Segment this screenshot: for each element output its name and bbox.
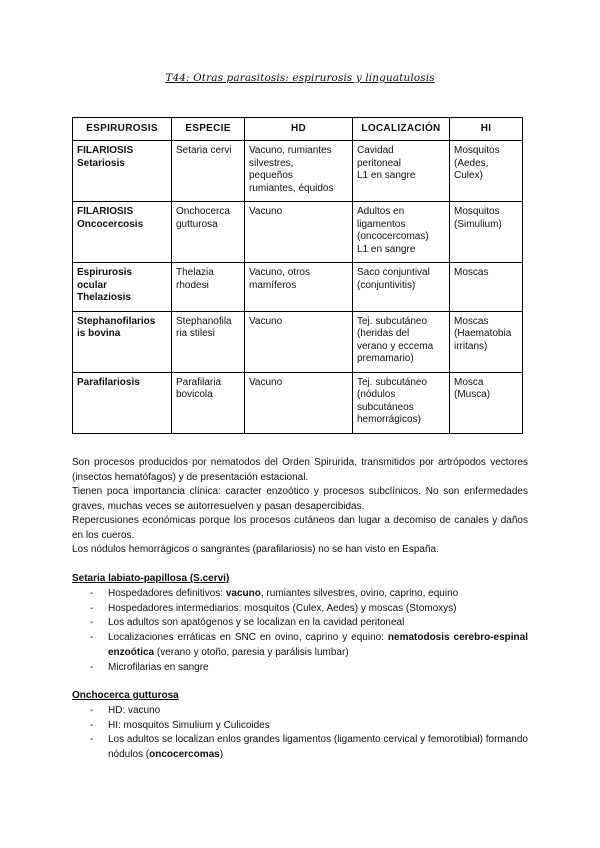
cell-line: is bovina	[77, 328, 121, 339]
table-row	[73, 141, 523, 202]
table-row	[73, 202, 523, 263]
list-item-text	[108, 631, 528, 660]
cell-localizacion	[353, 202, 450, 263]
cell-line: Tej. subcutáneo	[357, 315, 428, 327]
cell-espirurosis	[73, 141, 172, 202]
cell-hd	[245, 141, 353, 202]
cell-line: Vacuno	[249, 206, 283, 217]
cell-line: Setaria cervi	[176, 145, 232, 156]
table-row	[73, 372, 523, 433]
cell-line: Vacuno, rumiantes	[249, 145, 332, 156]
cell-line: Mosquitos	[454, 206, 500, 217]
cell-line: Vacuno	[249, 315, 283, 327]
cell-localizacion	[353, 372, 450, 433]
section-heading-onchocerca: Onchocerca gutturosa	[72, 690, 179, 701]
cell-line: subcutáneos	[357, 401, 414, 413]
cell-line: Onchocerca	[176, 206, 230, 217]
emphasis-text: vacuno	[225, 588, 261, 599]
cell-line: rhodesi	[176, 279, 209, 291]
list-item-text	[108, 719, 528, 734]
cell-hi	[450, 202, 523, 263]
cell-especie	[172, 141, 245, 202]
section-heading-setaria: Setaria labiato-papillosa (S.cervi)	[72, 573, 230, 584]
dash-bullet: -	[90, 719, 94, 731]
cell-line: Culex)	[454, 170, 483, 181]
cell-line: Setariosis	[77, 157, 125, 169]
dash-bullet: -	[90, 588, 94, 599]
text-fragment: (verano y otoño, paresia y parálisis lumbar)	[154, 646, 349, 658]
cell-hd	[245, 311, 353, 372]
header-especie: ESPECIE	[172, 118, 245, 141]
text-fragment: HI: mosquitos Simulium y Culicoides	[108, 719, 270, 731]
cell-especie	[172, 263, 245, 312]
cell-line: FILARIOSIS	[77, 145, 134, 156]
cell-espirurosis	[73, 263, 172, 312]
list-item	[72, 719, 528, 734]
header-hi: HI	[450, 118, 523, 141]
cell-line: L1 en sangre	[357, 243, 416, 255]
list-item	[72, 587, 528, 602]
cell-line: Mosca	[454, 376, 484, 388]
cell-localizacion	[353, 311, 450, 372]
cell-line: Parafilariosis	[77, 376, 140, 388]
intro-paragraph-4: Los nódulos hemorrágicos o sangrantes (parafilariosis) no se han visto en España.	[72, 544, 439, 555]
cell-line: pequeños	[249, 170, 293, 181]
header-espirurosis: ESPIRUROSIS	[73, 118, 172, 141]
cell-hd	[245, 372, 353, 433]
cell-line: Mosquitos	[454, 145, 500, 156]
dash-bullet: -	[90, 705, 94, 716]
cell-hi	[450, 141, 523, 202]
cell-line: (Haematobia	[454, 328, 512, 339]
list-item-text	[108, 733, 528, 762]
cell-line: verano y eccema	[357, 340, 434, 352]
emphasis-text: oncocercomas	[149, 749, 220, 761]
cell-line: (heridas del	[357, 328, 410, 339]
list-item	[72, 733, 528, 762]
cell-line: hemorrágicos)	[357, 414, 421, 425]
text-fragment: Los adultos se localizan enlos grandes ligamentos (ligamento cervical y femorotibial) formando nódulos (	[108, 734, 528, 761]
header-localizacion: LOCALIZACIÓN	[353, 118, 450, 141]
cell-line: Thelazia	[176, 267, 214, 278]
cell-line: ligamentos	[357, 218, 406, 230]
list-item-text	[108, 616, 528, 631]
cell-line: Adultos en	[357, 206, 405, 217]
list-item-text	[108, 661, 528, 676]
cell-line: rumiantes, équidos	[249, 182, 334, 194]
cell-line: (Aedes,	[454, 157, 489, 169]
intro-paragraph-1: Son procesos producidos por nematodos del Orden Spirurida, transmitidos por artrópodos vectores (insectos hematófagos) y de presentación estacional.	[72, 457, 528, 483]
cell-line: Tej. subcutáneo	[357, 376, 428, 388]
cell-line: Cavidad	[357, 145, 394, 156]
cell-line: Espirurosis	[77, 267, 133, 278]
cell-line: Moscas	[454, 315, 489, 327]
header-hd: HD	[245, 118, 353, 141]
cell-line: Stephanofilarios	[77, 315, 156, 327]
list-item	[72, 602, 528, 617]
list-item	[72, 631, 528, 660]
cell-especie	[172, 372, 245, 433]
text-fragment: , rumiantes silvestres, ovino, caprino, equino	[260, 588, 459, 599]
cell-line: premamario)	[357, 353, 414, 364]
cell-line: Saco conjuntival	[357, 267, 430, 278]
cell-hd	[245, 263, 353, 312]
table-header-row	[73, 118, 523, 141]
list-item-text	[108, 602, 528, 617]
cell-line: Parafilaria	[176, 376, 222, 388]
cell-line: mamíferos	[249, 279, 297, 291]
table-row	[73, 311, 523, 372]
page-title: T44: Otras parasitosis: espirurosis y linguatulosis	[165, 72, 435, 84]
cell-especie	[172, 202, 245, 263]
table-row	[73, 263, 523, 312]
dash-bullet: -	[90, 734, 94, 746]
cell-line: (Simulium)	[454, 218, 502, 230]
dash-bullet: -	[90, 632, 94, 644]
cell-localizacion	[353, 141, 450, 202]
cell-line: Vacuno	[249, 376, 283, 388]
cell-especie	[172, 311, 245, 372]
intro-paragraph-2: Tienen poca importancia clínica: caracter enzoótico y procesos subclínicos. No son enfermedades graves, muchas veces se autorresuelven y pasan desapercibidas.	[72, 486, 528, 512]
text-fragment: )	[219, 749, 224, 761]
cell-espirurosis	[73, 372, 172, 433]
cell-line: Moscas	[454, 267, 489, 278]
cell-hi	[450, 263, 523, 312]
cell-espirurosis	[73, 311, 172, 372]
onchocerca-bullet-list	[72, 704, 528, 763]
cell-line: FILARIOSIS	[77, 206, 134, 217]
cell-line: (oncocercomas)	[357, 231, 429, 242]
list-item-text	[108, 587, 528, 602]
cell-hi	[450, 372, 523, 433]
cell-espirurosis	[73, 202, 172, 263]
list-item	[72, 704, 528, 719]
list-item	[72, 661, 528, 676]
cell-hd	[245, 202, 353, 263]
cell-line: ocular	[77, 279, 108, 291]
emphasis-text: nematodosis cerebro-espinal enzoótica	[108, 632, 528, 658]
cell-line: bovicola	[176, 389, 213, 400]
text-fragment: Hospedadores intermediarios: mosquitos (Culex, Aedes) y moscas (Stomoxys)	[108, 602, 457, 614]
cell-line: irritans)	[454, 340, 488, 352]
cell-localizacion	[353, 263, 450, 312]
cell-line: peritoneal	[357, 157, 401, 169]
cell-line: (Musca)	[454, 389, 491, 400]
cell-line: Thelaziosis	[77, 292, 131, 303]
dash-bullet: -	[90, 602, 94, 614]
list-item	[72, 616, 528, 631]
cell-line: gutturosa	[176, 218, 218, 230]
cell-line: (conjuntivitis)	[357, 279, 416, 291]
cell-line: Oncocercosis	[77, 218, 144, 230]
parasitosis-table	[72, 117, 523, 434]
text-fragment: Los adultos son apatógenos y se localizan en la cavidad peritoneal	[108, 617, 405, 629]
text-fragment: Localizaciones erráticas en SNC en ovino, caprino y equino:	[108, 632, 388, 644]
text-fragment: HD: vacuno	[108, 705, 161, 716]
cell-line: ria stilesi	[176, 328, 215, 339]
dash-bullet: -	[90, 661, 94, 673]
text-fragment: Hospedadores definitivos:	[108, 588, 226, 599]
setaria-bullet-list	[72, 587, 528, 675]
cell-line: L1 en sangre	[357, 170, 416, 181]
text-fragment: Microfilarias en sangre	[108, 661, 209, 673]
intro-paragraph-3: Repercusiones económicas porque los procesos cutáneos dan lugar a decomiso de canales y daños en los cueros.	[72, 515, 528, 541]
dash-bullet: -	[90, 617, 94, 629]
cell-line: silvestres,	[249, 157, 294, 169]
cell-line: Stephanofila	[176, 315, 232, 327]
cell-line: (nódulos	[357, 389, 396, 400]
cell-line: Vacuno, otros	[249, 267, 310, 278]
cell-hi	[450, 311, 523, 372]
list-item-text	[108, 704, 528, 719]
